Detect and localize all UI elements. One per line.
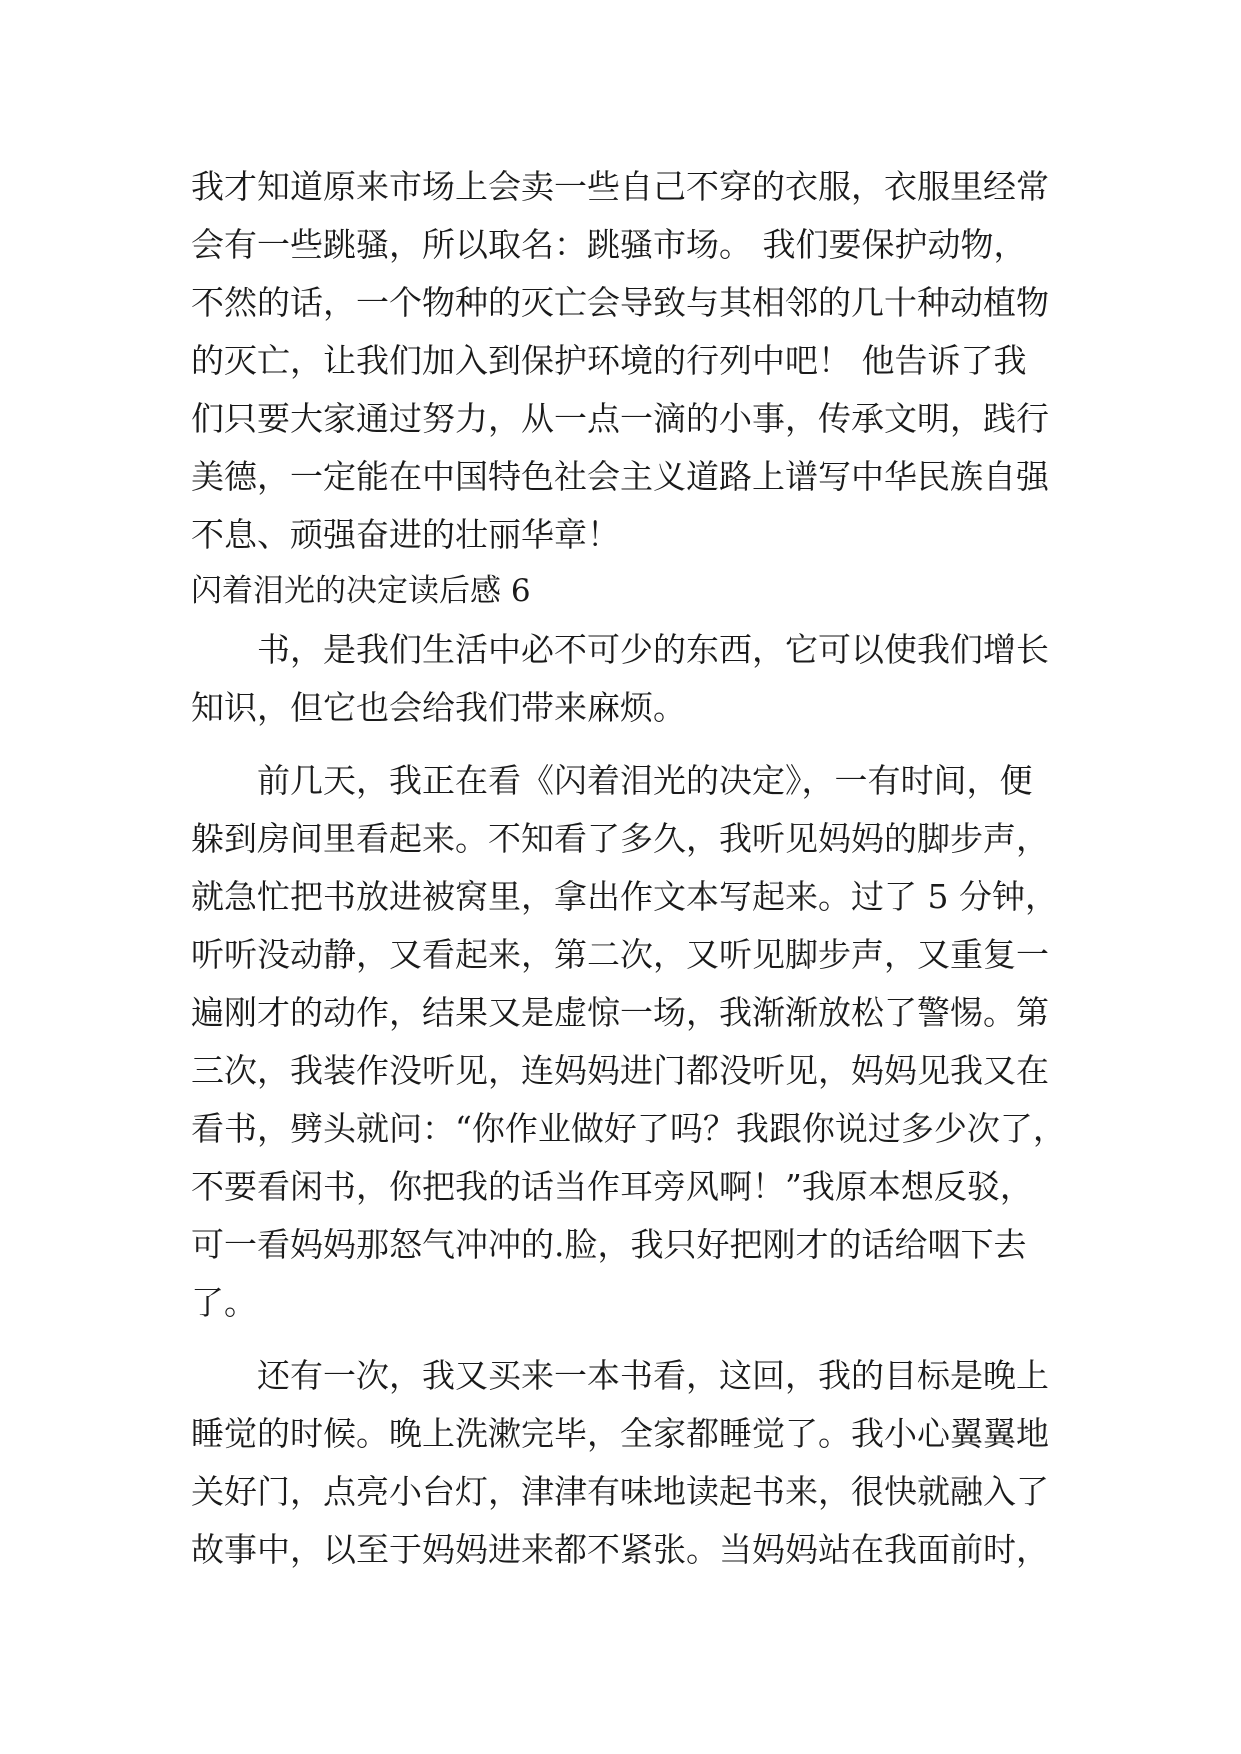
text-line: 美德，一定能在中国特色社会主义道路上谱写中华民族自强: [191, 457, 1049, 496]
text-line: 三次，我装作没听见，连妈妈进门都没听见，妈妈见我又在: [191, 1051, 1049, 1090]
text-line: 听听没动静，又看起来，第二次，又听见脚步声，又重复一: [191, 935, 1049, 974]
text-line: 不要看闲书，你把我的话当作耳旁风啊！”我原本想反驳，: [191, 1167, 1033, 1206]
text-line: 我才知道原来市场上会卖一些自己不穿的衣服，衣服里经常: [191, 167, 1049, 206]
text-line: 可一看妈妈那怒气冲冲的.脸，我只好把刚才的话给咽下去: [191, 1225, 1027, 1264]
text-line: 会有一些跳骚，所以取名：跳骚市场。 我们要保护动物，: [191, 225, 1027, 264]
text-line: 前几天，我正在看《闪着泪光的决定》，一有时间，便: [257, 761, 1033, 800]
text-line: 故事中，以至于妈妈进来都不紧张。当妈妈站在我面前时，: [191, 1530, 1049, 1569]
text-line: 书，是我们生活中必不可少的东西，它可以使我们增长: [257, 630, 1049, 669]
text-line: 不息、顽强奋进的壮丽华章！: [191, 515, 620, 554]
text-line: 的灭亡，让我们加入到保护环境的行列中吧！ 他告诉了我: [191, 341, 1027, 380]
text-line: 就急忙把书放进被窝里，拿出作文本写起来。过了 5 分钟，: [191, 877, 1058, 916]
text-line: 睡觉的时候。晚上洗漱完毕，全家都睡觉了。我小心翼翼地: [191, 1414, 1049, 1453]
text-line: 知识，但它也会给我们带来麻烦。: [191, 688, 686, 727]
text-line: 们只要大家通过努力，从一点一滴的小事，传承文明，践行: [191, 399, 1049, 438]
text-line: 还有一次，我又买来一本书看，这回，我的目标是晚上: [257, 1356, 1049, 1395]
text-line: 看书，劈头就问：“你作业做好了吗？我跟你说过多少次了，: [191, 1109, 1066, 1148]
text-line: 不然的话，一个物种的灭亡会导致与其相邻的几十种动植物: [191, 283, 1049, 322]
text-line: 躲到房间里看起来。不知看了多久，我听见妈妈的脚步声，: [191, 819, 1049, 858]
text-line: 了。: [191, 1283, 257, 1322]
text-line: 遍刚才的动作，结果又是虚惊一场，我渐渐放松了警惕。第: [191, 993, 1049, 1032]
text-line: 关好门，点亮小台灯，津津有味地读起书来，很快就融入了: [191, 1472, 1049, 1511]
section-heading: 闪着泪光的决定读后感 6: [191, 573, 531, 609]
